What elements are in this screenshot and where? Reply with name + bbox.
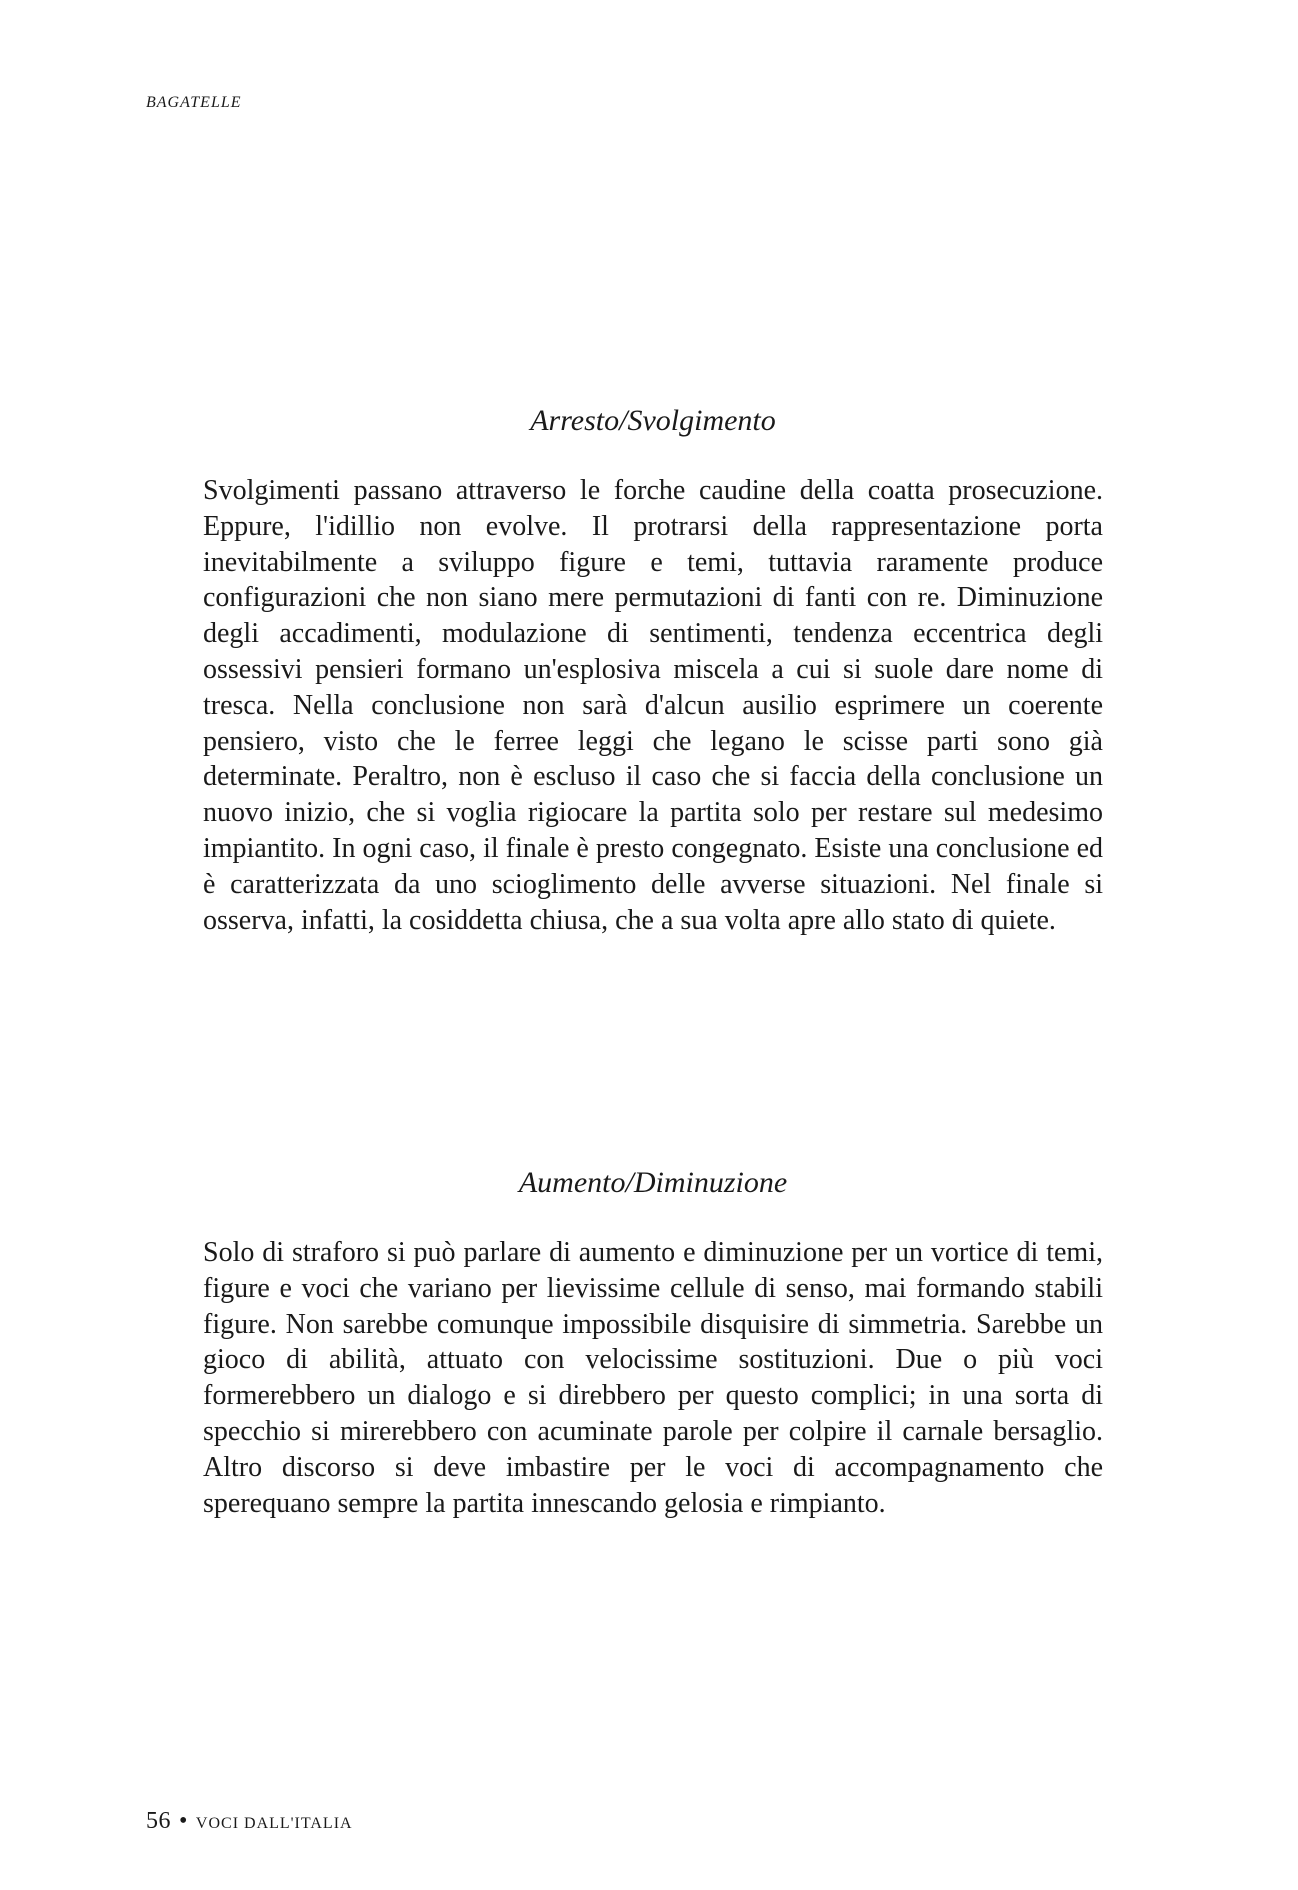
page-number: 56 <box>146 1808 171 1834</box>
section-arresto-svolgimento <box>203 403 1103 938</box>
running-head: BAGATELLE <box>146 94 242 111</box>
page-footer <box>146 1808 353 1835</box>
section-body: Solo di straforo si può parlare di aumento e diminuzione per un vortice di temi, figure e voci che variano per lievissime cellule di senso, mai formando stabili figure. Non sarebbe comunque impossibile disquisire di simmetria. Sarebbe un gioco di abilità, attuato con velocissime sostituzioni. Due o più voci formerebbero un dialogo e si direbbero per questo complici; in una sorta di specchio si mirerebbero con acuminate parole per colpire il carnale bersaglio. Altro discorso si deve imbastire per le voci di accompagnamento che sperequano sempre la partita innescando gelosia e rimpianto. <box>203 1237 1103 1519</box>
section-title: Aumento/Diminuzione <box>518 1166 788 1199</box>
section-body: Svolgimenti passano attraverso le forche caudine della coatta prosecuzione. Eppure, l'idillio non evolve. Il protrarsi della rappresentazione porta inevitabilmente a sviluppo figure e temi, tuttavia raramente produce configurazioni che non siano mere permutazioni di fanti con re. Diminuzione degli accadimenti, modulazione di sentimenti, tendenza eccentrica degli ossessivi pensieri formano un'esplosiva miscela a cui si suole dare nome di tresca. Nella conclusione non sarà d'alcun ausilio esprimere un coerente pensiero, visto che le ferree leggi che legano le scisse parti sono già determinate. Peraltro, non è escluso il caso che si faccia della conclusione un nuovo inizio, che si voglia rigiocare la partita solo per restare sul medesimo impiantito. In ogni caso, il finale è presto congegnato. Esiste una conclusione ed è caratterizzata da uno scioglimento delle avverse situazioni. Nel finale si osserva, infatti, la cosiddetta chiusa, che a sua volta apre allo stato di quiete. <box>203 475 1103 936</box>
section-aumento-diminuzione <box>203 1165 1103 1521</box>
footer-separator: • <box>179 1808 188 1834</box>
section-title: Arresto/Svolgimento <box>530 404 776 437</box>
journal-name: VOCI DALL'ITALIA <box>195 1815 353 1832</box>
